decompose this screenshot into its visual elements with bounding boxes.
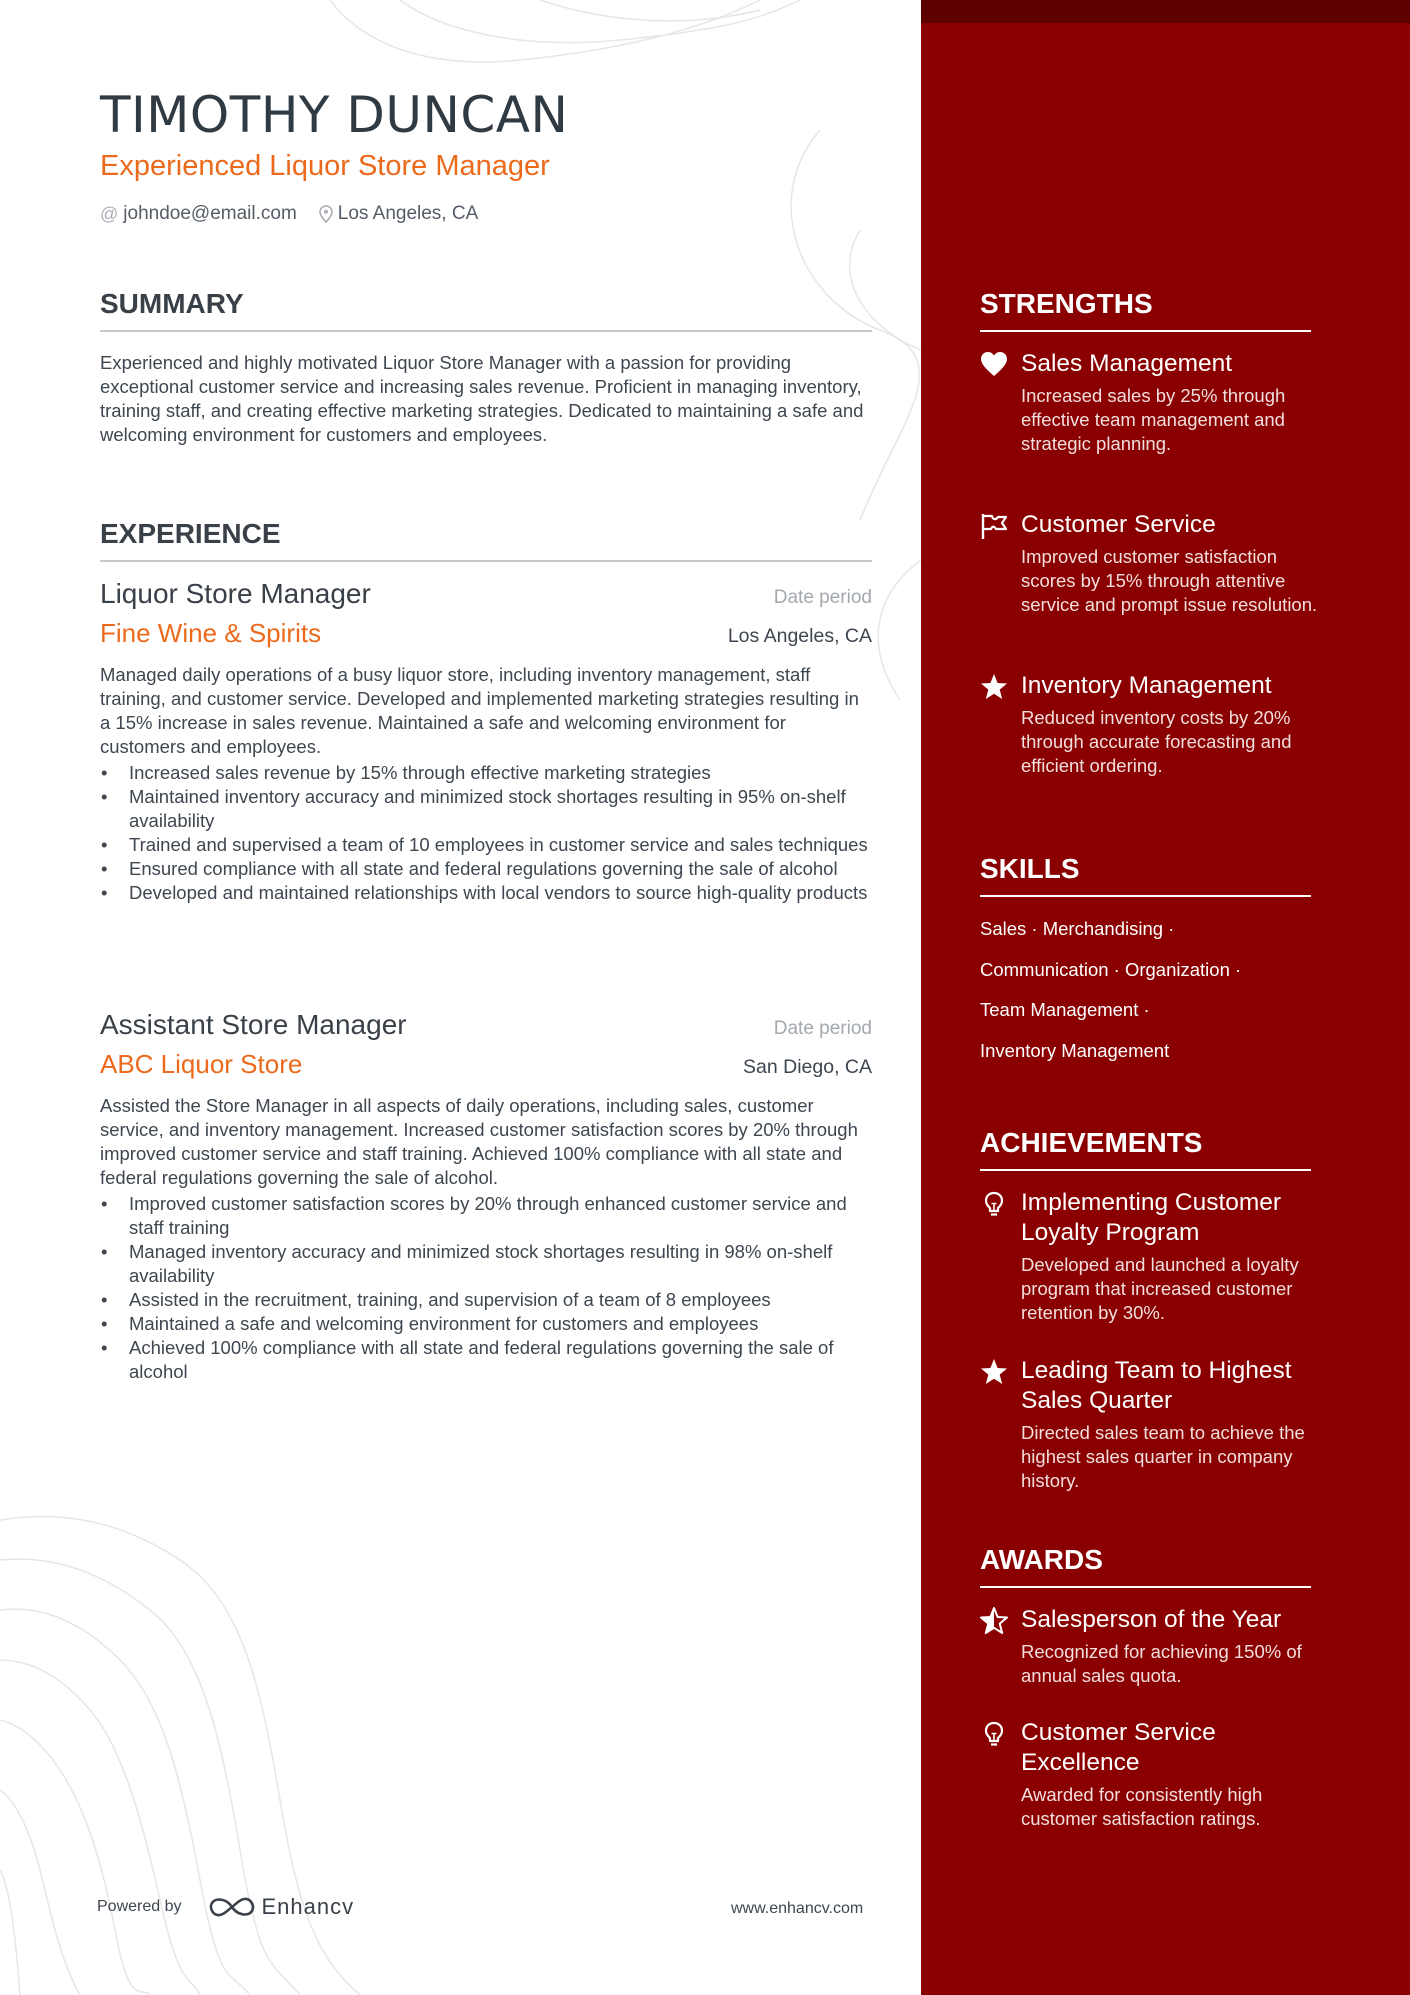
footer-url[interactable]: www.enhancv.com: [731, 1900, 864, 1917]
job-company: ABC Liquor Store: [100, 1049, 303, 1079]
skills-list: [980, 909, 1320, 1071]
job-bullet: • Maintained inventory accuracy and minimized stock shortages resulting in 95% on-shelf availability: [100, 785, 872, 833]
half-star-icon: [980, 1607, 1008, 1635]
contact-location: [319, 203, 478, 225]
job-bullet: • Achieved 100% compliance with all state and federal regulations governing the sale of alcohol: [100, 1336, 872, 1384]
job-title: Liquor Store Manager: [100, 578, 371, 609]
powered-by-text: Powered by: [97, 1898, 182, 1915]
strength-desc: Increased sales by 25% through effective team management and strategic planning.: [1021, 385, 1286, 454]
job-company-row: [100, 618, 872, 649]
strength-item: [980, 510, 1320, 617]
contact-info: [100, 203, 478, 225]
job-company: Fine Wine & Spirits: [100, 618, 322, 648]
achievement-desc: Developed and launched a loyalty program that increased customer retention by 30%.: [1021, 1254, 1299, 1323]
award-item: [980, 1718, 1320, 1831]
star-icon: [980, 673, 1008, 701]
job-description: Managed daily operations of a busy liquor store, including inventory management, staff training, and customer service. Developed and implemented marketing strategies resulting in a 15% increase in sales revenue. Maintained a safe and welcoming environment for customers and employees.: [100, 664, 859, 757]
summary-text: Experienced and highly motivated Liquor Store Manager with a passion for providing exceptional customer service and increasing sales revenue. Proficient in managing inventory, training staff, and creating effective marketing strategies. Dedicated to maintaining a safe and welcoming environment for customers and employees.: [100, 352, 864, 445]
heart-icon: [980, 351, 1008, 379]
email-text: johndoe@email.com: [123, 203, 297, 224]
achievement-item: [980, 1356, 1320, 1493]
job-bullet: • Ensured compliance with all state and federal regulations governing the sale of alcohol: [100, 857, 872, 881]
job-title: Assistant Store Manager: [100, 1009, 407, 1040]
sidebar: [921, 0, 1410, 1995]
lightbulb-icon: [980, 1720, 1008, 1748]
summary-heading: SUMMARY: [100, 288, 872, 332]
experience-heading: EXPERIENCE: [100, 518, 872, 562]
job-entry: [100, 1009, 872, 1384]
job-bullet: • Developed and maintained relationships with local vendors to source high-quality products: [100, 881, 872, 905]
job-bullet-list: [100, 1192, 872, 1384]
strength-title: Sales Management: [1021, 350, 1233, 377]
skills-line: Inventory Management: [980, 1039, 1170, 1061]
strength-title: Inventory Management: [1021, 672, 1272, 699]
star-icon: [980, 1358, 1008, 1386]
candidate-title: Experienced Liquor Store Manager: [100, 150, 550, 182]
candidate-name: TIMOTHY DUNCAN: [100, 86, 569, 144]
job-location: San Diego, CA: [743, 1056, 872, 1078]
job-company-row: [100, 1049, 872, 1080]
job-description: Assisted the Store Manager in all aspects of daily operations, including sales, customer service, and inventory management. Increased customer satisfaction scores by 20% through improved customer service and staff training. Achieved 100% compliance with all state and federal regulations governing the sale of alcohol.: [100, 1095, 858, 1188]
enhancv-logo[interactable]: [208, 1894, 355, 1920]
strengths-heading: STRENGTHS: [980, 288, 1311, 332]
lightbulb-icon: [980, 1190, 1008, 1218]
award-title: Customer Service Excellence: [1021, 1719, 1216, 1776]
strength-item: [980, 349, 1320, 456]
location-pin-icon: [319, 205, 333, 223]
job-bullet: • Increased sales revenue by 15% through effective marketing strategies: [100, 761, 872, 785]
awards-heading: AWARDS: [980, 1544, 1311, 1588]
at-icon: @: [100, 203, 119, 224]
strength-item: [980, 671, 1320, 778]
job-bullet: • Maintained a safe and welcoming environment for customers and employees: [100, 1312, 872, 1336]
flag-icon: [980, 512, 1008, 540]
job-date: Date period: [773, 587, 872, 608]
infinity-logo-icon: [208, 1895, 256, 1919]
strength-desc: Reduced inventory costs by 20% through accurate forecasting and efficient ordering.: [1021, 707, 1292, 776]
job-bullet: • Improved customer satisfaction scores by 20% through enhanced customer service and staff training: [100, 1192, 872, 1240]
achievement-item: [980, 1188, 1320, 1325]
job-bullet: • Trained and supervised a team of 10 employees in customer service and sales techniques: [100, 833, 872, 857]
achievements-heading: ACHIEVEMENTS: [980, 1127, 1311, 1171]
skills-heading: SKILLS: [980, 853, 1311, 897]
job-header-row: [100, 1009, 872, 1041]
job-date: Date period: [773, 1018, 872, 1039]
skills-line: Sales · Merchandising ·: [980, 918, 1175, 939]
location-text: Los Angeles, CA: [337, 203, 479, 224]
award-item: [980, 1605, 1320, 1688]
achievement-title: Leading Team to Highest Sales Quarter: [1021, 1357, 1292, 1414]
award-title: Salesperson of the Year: [1021, 1606, 1282, 1633]
achievement-desc: Directed sales team to achieve the highest sales quarter in company history.: [1021, 1422, 1305, 1491]
job-location: Los Angeles, CA: [727, 625, 872, 647]
job-header-row: [100, 578, 872, 610]
skills-line: Team Management ·: [980, 999, 1150, 1020]
strength-title: Customer Service: [1021, 511, 1216, 538]
strength-desc: Improved customer satisfaction scores by 15% through attentive service and prompt issue resolution.: [1021, 546, 1318, 615]
achievement-title: Implementing Customer Loyalty Program: [1021, 1189, 1282, 1246]
award-desc: Recognized for achieving 150% of annual sales quota.: [1021, 1641, 1302, 1686]
award-desc: Awarded for consistently high customer satisfaction ratings.: [1021, 1784, 1263, 1829]
contact-email[interactable]: [100, 203, 297, 225]
job-entry: [100, 578, 872, 905]
sidebar-top-band: [921, 0, 1410, 23]
skills-line: Communication · Organization ·: [980, 958, 1242, 980]
job-bullet: • Managed inventory accuracy and minimized stock shortages resulting in 98% on-shelf availability: [100, 1240, 872, 1288]
job-bullet: • Assisted in the recruitment, training, and supervision of a team of 8 employees: [100, 1288, 872, 1312]
brand-name: Enhancv: [261, 1894, 355, 1919]
job-bullet-list: [100, 761, 872, 905]
footer-branding: [97, 1894, 354, 1920]
